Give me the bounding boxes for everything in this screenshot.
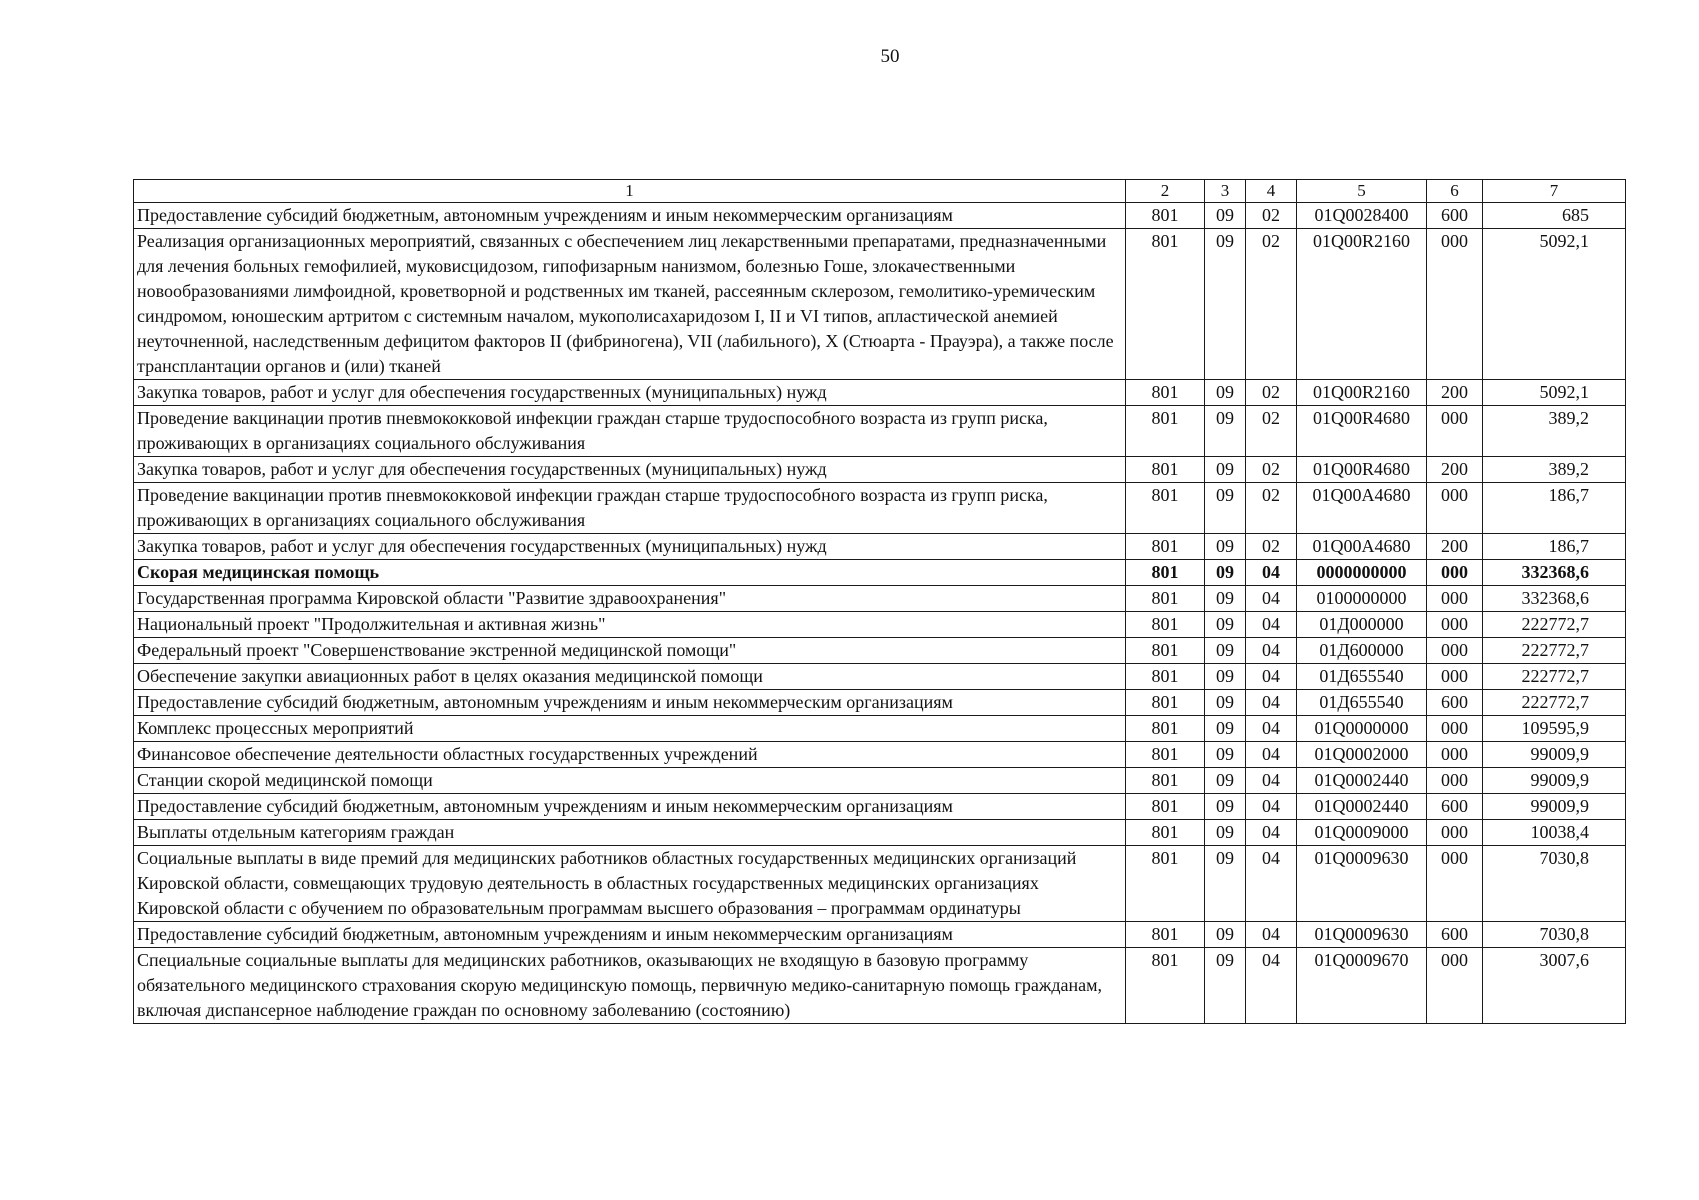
row-grbs-cell: 801 xyxy=(1126,638,1205,664)
row-name-cell: Национальный проект "Продолжительная и активная жизнь" xyxy=(134,612,1126,638)
row-name-cell: Финансовое обеспечение деятельности областных государственных учреждений xyxy=(134,742,1126,768)
row-amount-cell: 99009,9 xyxy=(1483,794,1626,820)
header-col-6: 6 xyxy=(1427,180,1483,203)
row-grbs-cell: 801 xyxy=(1126,846,1205,922)
row-section-cell: 09 xyxy=(1205,794,1246,820)
table-row xyxy=(134,768,1626,794)
row-subsection-cell: 04 xyxy=(1246,716,1297,742)
table-row xyxy=(134,690,1626,716)
row-expense-type-cell: 000 xyxy=(1427,742,1483,768)
header-col-1: 1 xyxy=(134,180,1126,203)
table-row xyxy=(134,612,1626,638)
row-target-article-cell: 01Q0002440 xyxy=(1297,794,1427,820)
row-target-article-cell: 01Q00R4680 xyxy=(1297,457,1427,483)
row-expense-type-cell: 000 xyxy=(1427,560,1483,586)
table-row xyxy=(134,203,1626,229)
row-section-cell: 09 xyxy=(1205,768,1246,794)
table-row xyxy=(134,483,1626,534)
row-subsection-cell: 02 xyxy=(1246,483,1297,534)
row-grbs-cell: 801 xyxy=(1126,820,1205,846)
row-name-cell: Комплекс процессных мероприятий xyxy=(134,716,1126,742)
row-grbs-cell: 801 xyxy=(1126,690,1205,716)
row-section-cell: 09 xyxy=(1205,922,1246,948)
row-grbs-cell: 801 xyxy=(1126,586,1205,612)
row-expense-type-cell: 000 xyxy=(1427,846,1483,922)
budget-table xyxy=(133,179,1626,1024)
row-expense-type-cell: 000 xyxy=(1427,664,1483,690)
row-name-cell: Проведение вакцинации против пневмококковой инфекции граждан старше трудоспособного возраста из групп риска, проживающих в организациях социального обслуживания xyxy=(134,406,1126,457)
row-target-article-cell: 0100000000 xyxy=(1297,586,1427,612)
row-amount-cell: 685 xyxy=(1483,203,1626,229)
row-name-cell: Специальные социальные выплаты для медицинских работников, оказывающих не входящую в базовую программу обязательного медицинского страхования скорую медицинскую помощь, первичную медико-санитарную помощь гражданам, включая диспансерное наблюдение граждан по основному заболеванию (состоянию) xyxy=(134,948,1126,1024)
row-expense-type-cell: 600 xyxy=(1427,794,1483,820)
row-grbs-cell: 801 xyxy=(1126,716,1205,742)
row-grbs-cell: 801 xyxy=(1126,229,1205,380)
row-name-cell: Государственная программа Кировской области "Развитие здравоохранения" xyxy=(134,586,1126,612)
row-target-article-cell: 01Д000000 xyxy=(1297,612,1427,638)
row-grbs-cell: 801 xyxy=(1126,406,1205,457)
row-target-article-cell: 0000000000 xyxy=(1297,560,1427,586)
row-target-article-cell: 01Q00A4680 xyxy=(1297,534,1427,560)
row-subsection-cell: 04 xyxy=(1246,742,1297,768)
row-grbs-cell: 801 xyxy=(1126,664,1205,690)
row-expense-type-cell: 000 xyxy=(1427,612,1483,638)
row-target-article-cell: 01Q00R4680 xyxy=(1297,406,1427,457)
table-row xyxy=(134,742,1626,768)
row-name-cell: Предоставление субсидий бюджетным, автономным учреждениям и иным некоммерческим организациям xyxy=(134,690,1126,716)
row-name-cell: Социальные выплаты в виде премий для медицинских работников областных государственных медицинских организаций Кировской области, совмещающих трудовую деятельность в областных государственных медицинских организациях Кировской области с обучением по образовательным программам высшего образования – программам ординатуры xyxy=(134,846,1126,922)
row-target-article-cell: 01Q00R2160 xyxy=(1297,229,1427,380)
table-row xyxy=(134,846,1626,922)
row-subsection-cell: 04 xyxy=(1246,690,1297,716)
row-section-cell: 09 xyxy=(1205,612,1246,638)
row-subsection-cell: 04 xyxy=(1246,768,1297,794)
row-name-cell: Предоставление субсидий бюджетным, автономным учреждениям и иным некоммерческим организациям xyxy=(134,794,1126,820)
row-subsection-cell: 04 xyxy=(1246,638,1297,664)
header-col-3: 3 xyxy=(1205,180,1246,203)
row-target-article-cell: 01Q00A4680 xyxy=(1297,483,1427,534)
row-grbs-cell: 801 xyxy=(1126,768,1205,794)
row-expense-type-cell: 200 xyxy=(1427,534,1483,560)
row-amount-cell: 7030,8 xyxy=(1483,922,1626,948)
row-target-article-cell: 01Д655540 xyxy=(1297,664,1427,690)
row-section-cell: 09 xyxy=(1205,846,1246,922)
row-subsection-cell: 04 xyxy=(1246,794,1297,820)
row-name-cell: Закупка товаров, работ и услуг для обеспечения государственных (муниципальных) нужд xyxy=(134,534,1126,560)
row-amount-cell: 332368,6 xyxy=(1483,560,1626,586)
row-amount-cell: 222772,7 xyxy=(1483,664,1626,690)
row-grbs-cell: 801 xyxy=(1126,457,1205,483)
table-row xyxy=(134,922,1626,948)
row-section-cell: 09 xyxy=(1205,638,1246,664)
row-amount-cell: 99009,9 xyxy=(1483,742,1626,768)
row-section-cell: 09 xyxy=(1205,560,1246,586)
row-target-article-cell: 01Q0009630 xyxy=(1297,846,1427,922)
table-row xyxy=(134,948,1626,1024)
row-section-cell: 09 xyxy=(1205,229,1246,380)
row-target-article-cell: 01Q0002000 xyxy=(1297,742,1427,768)
row-amount-cell: 186,7 xyxy=(1483,483,1626,534)
row-grbs-cell: 801 xyxy=(1126,483,1205,534)
row-amount-cell: 222772,7 xyxy=(1483,638,1626,664)
row-section-cell: 09 xyxy=(1205,742,1246,768)
row-grbs-cell: 801 xyxy=(1126,203,1205,229)
table-row xyxy=(134,638,1626,664)
row-grbs-cell: 801 xyxy=(1126,794,1205,820)
table-row xyxy=(134,664,1626,690)
row-subsection-cell: 04 xyxy=(1246,664,1297,690)
row-subsection-cell: 02 xyxy=(1246,457,1297,483)
table-body xyxy=(134,203,1626,1024)
row-name-cell: Выплаты отдельным категориям граждан xyxy=(134,820,1126,846)
row-expense-type-cell: 600 xyxy=(1427,922,1483,948)
row-target-article-cell: 01Д600000 xyxy=(1297,638,1427,664)
row-section-cell: 09 xyxy=(1205,948,1246,1024)
row-target-article-cell: 01Q0009000 xyxy=(1297,820,1427,846)
row-subsection-cell: 02 xyxy=(1246,203,1297,229)
row-grbs-cell: 801 xyxy=(1126,742,1205,768)
row-section-cell: 09 xyxy=(1205,203,1246,229)
row-amount-cell: 5092,1 xyxy=(1483,380,1626,406)
table-row xyxy=(134,794,1626,820)
row-subsection-cell: 02 xyxy=(1246,229,1297,380)
table-row xyxy=(134,586,1626,612)
row-amount-cell: 332368,6 xyxy=(1483,586,1626,612)
row-section-cell: 09 xyxy=(1205,664,1246,690)
row-name-cell: Обеспечение закупки авиационных работ в целях оказания медицинской помощи xyxy=(134,664,1126,690)
row-expense-type-cell: 200 xyxy=(1427,380,1483,406)
row-amount-cell: 109595,9 xyxy=(1483,716,1626,742)
table-row xyxy=(134,820,1626,846)
row-section-cell: 09 xyxy=(1205,586,1246,612)
row-name-cell: Закупка товаров, работ и услуг для обеспечения государственных (муниципальных) нужд xyxy=(134,380,1126,406)
row-expense-type-cell: 000 xyxy=(1427,483,1483,534)
row-amount-cell: 7030,8 xyxy=(1483,846,1626,922)
row-name-cell: Проведение вакцинации против пневмококковой инфекции граждан старше трудоспособного возраста из групп риска, проживающих в организациях социального обслуживания xyxy=(134,483,1126,534)
row-expense-type-cell: 200 xyxy=(1427,457,1483,483)
row-expense-type-cell: 000 xyxy=(1427,586,1483,612)
row-expense-type-cell: 000 xyxy=(1427,716,1483,742)
row-expense-type-cell: 600 xyxy=(1427,203,1483,229)
row-target-article-cell: 01Q00R2160 xyxy=(1297,380,1427,406)
row-name-cell: Предоставление субсидий бюджетным, автономным учреждениям и иным некоммерческим организациям xyxy=(134,203,1126,229)
row-subsection-cell: 04 xyxy=(1246,560,1297,586)
row-expense-type-cell: 000 xyxy=(1427,768,1483,794)
table-row xyxy=(134,406,1626,457)
table-row xyxy=(134,560,1626,586)
row-grbs-cell: 801 xyxy=(1126,948,1205,1024)
row-amount-cell: 186,7 xyxy=(1483,534,1626,560)
row-name-cell: Скорая медицинская помощь xyxy=(134,560,1126,586)
row-section-cell: 09 xyxy=(1205,690,1246,716)
row-target-article-cell: 01Д655540 xyxy=(1297,690,1427,716)
header-col-4: 4 xyxy=(1246,180,1297,203)
row-name-cell: Федеральный проект "Совершенствование экстренной медицинской помощи" xyxy=(134,638,1126,664)
row-name-cell: Станции скорой медицинской помощи xyxy=(134,768,1126,794)
table-row xyxy=(134,534,1626,560)
row-amount-cell: 222772,7 xyxy=(1483,612,1626,638)
row-target-article-cell: 01Q0028400 xyxy=(1297,203,1427,229)
row-subsection-cell: 04 xyxy=(1246,948,1297,1024)
row-name-cell: Закупка товаров, работ и услуг для обеспечения государственных (муниципальных) нужд xyxy=(134,457,1126,483)
page-number: 50 xyxy=(880,46,900,67)
row-name-cell: Реализация организационных мероприятий, связанных с обеспечением лиц лекарственными препаратами, предназначенными для лечения больных гемофилией, муковисцидозом, гипофизарным нанизмом, болезнью Гоше, злокачественными новообразованиями лимфоидной, кроветворной и родственных им тканей, рассеянным склерозом, гемолитико-уремическим синдромом, юношеским артритом с системным началом, мукополисахаридозом I, II и VI типов, апластической анемией неуточненной, наследственным дефицитом факторов II (фибриногена), VII (лабильного), X (Стюарта - Прауэра), а также после трансплантации органов и (или) тканей xyxy=(134,229,1126,380)
row-target-article-cell: 01Q0002440 xyxy=(1297,768,1427,794)
row-expense-type-cell: 000 xyxy=(1427,229,1483,380)
row-amount-cell: 389,2 xyxy=(1483,457,1626,483)
row-target-article-cell: 01Q0009630 xyxy=(1297,922,1427,948)
row-grbs-cell: 801 xyxy=(1126,534,1205,560)
row-subsection-cell: 04 xyxy=(1246,586,1297,612)
row-grbs-cell: 801 xyxy=(1126,922,1205,948)
header-col-5: 5 xyxy=(1297,180,1427,203)
table-row xyxy=(134,380,1626,406)
table-header-row xyxy=(134,180,1626,203)
row-expense-type-cell: 000 xyxy=(1427,948,1483,1024)
row-section-cell: 09 xyxy=(1205,380,1246,406)
row-amount-cell: 10038,4 xyxy=(1483,820,1626,846)
row-subsection-cell: 04 xyxy=(1246,846,1297,922)
row-subsection-cell: 04 xyxy=(1246,612,1297,638)
row-amount-cell: 389,2 xyxy=(1483,406,1626,457)
table-row xyxy=(134,716,1626,742)
table-row xyxy=(134,457,1626,483)
row-grbs-cell: 801 xyxy=(1126,612,1205,638)
row-subsection-cell: 02 xyxy=(1246,534,1297,560)
row-subsection-cell: 02 xyxy=(1246,380,1297,406)
header-col-2: 2 xyxy=(1126,180,1205,203)
row-grbs-cell: 801 xyxy=(1126,560,1205,586)
row-section-cell: 09 xyxy=(1205,820,1246,846)
row-grbs-cell: 801 xyxy=(1126,380,1205,406)
row-section-cell: 09 xyxy=(1205,483,1246,534)
row-expense-type-cell: 000 xyxy=(1427,406,1483,457)
row-amount-cell: 5092,1 xyxy=(1483,229,1626,380)
table-row xyxy=(134,229,1626,380)
header-col-7: 7 xyxy=(1483,180,1626,203)
row-target-article-cell: 01Q0009670 xyxy=(1297,948,1427,1024)
row-subsection-cell: 04 xyxy=(1246,922,1297,948)
row-section-cell: 09 xyxy=(1205,457,1246,483)
row-subsection-cell: 02 xyxy=(1246,406,1297,457)
row-amount-cell: 222772,7 xyxy=(1483,690,1626,716)
row-target-article-cell: 01Q0000000 xyxy=(1297,716,1427,742)
row-subsection-cell: 04 xyxy=(1246,820,1297,846)
row-amount-cell: 99009,9 xyxy=(1483,768,1626,794)
row-expense-type-cell: 000 xyxy=(1427,820,1483,846)
row-section-cell: 09 xyxy=(1205,406,1246,457)
row-expense-type-cell: 600 xyxy=(1427,690,1483,716)
row-section-cell: 09 xyxy=(1205,534,1246,560)
row-amount-cell: 3007,6 xyxy=(1483,948,1626,1024)
row-expense-type-cell: 000 xyxy=(1427,638,1483,664)
row-section-cell: 09 xyxy=(1205,716,1246,742)
row-name-cell: Предоставление субсидий бюджетным, автономным учреждениям и иным некоммерческим организациям xyxy=(134,922,1126,948)
